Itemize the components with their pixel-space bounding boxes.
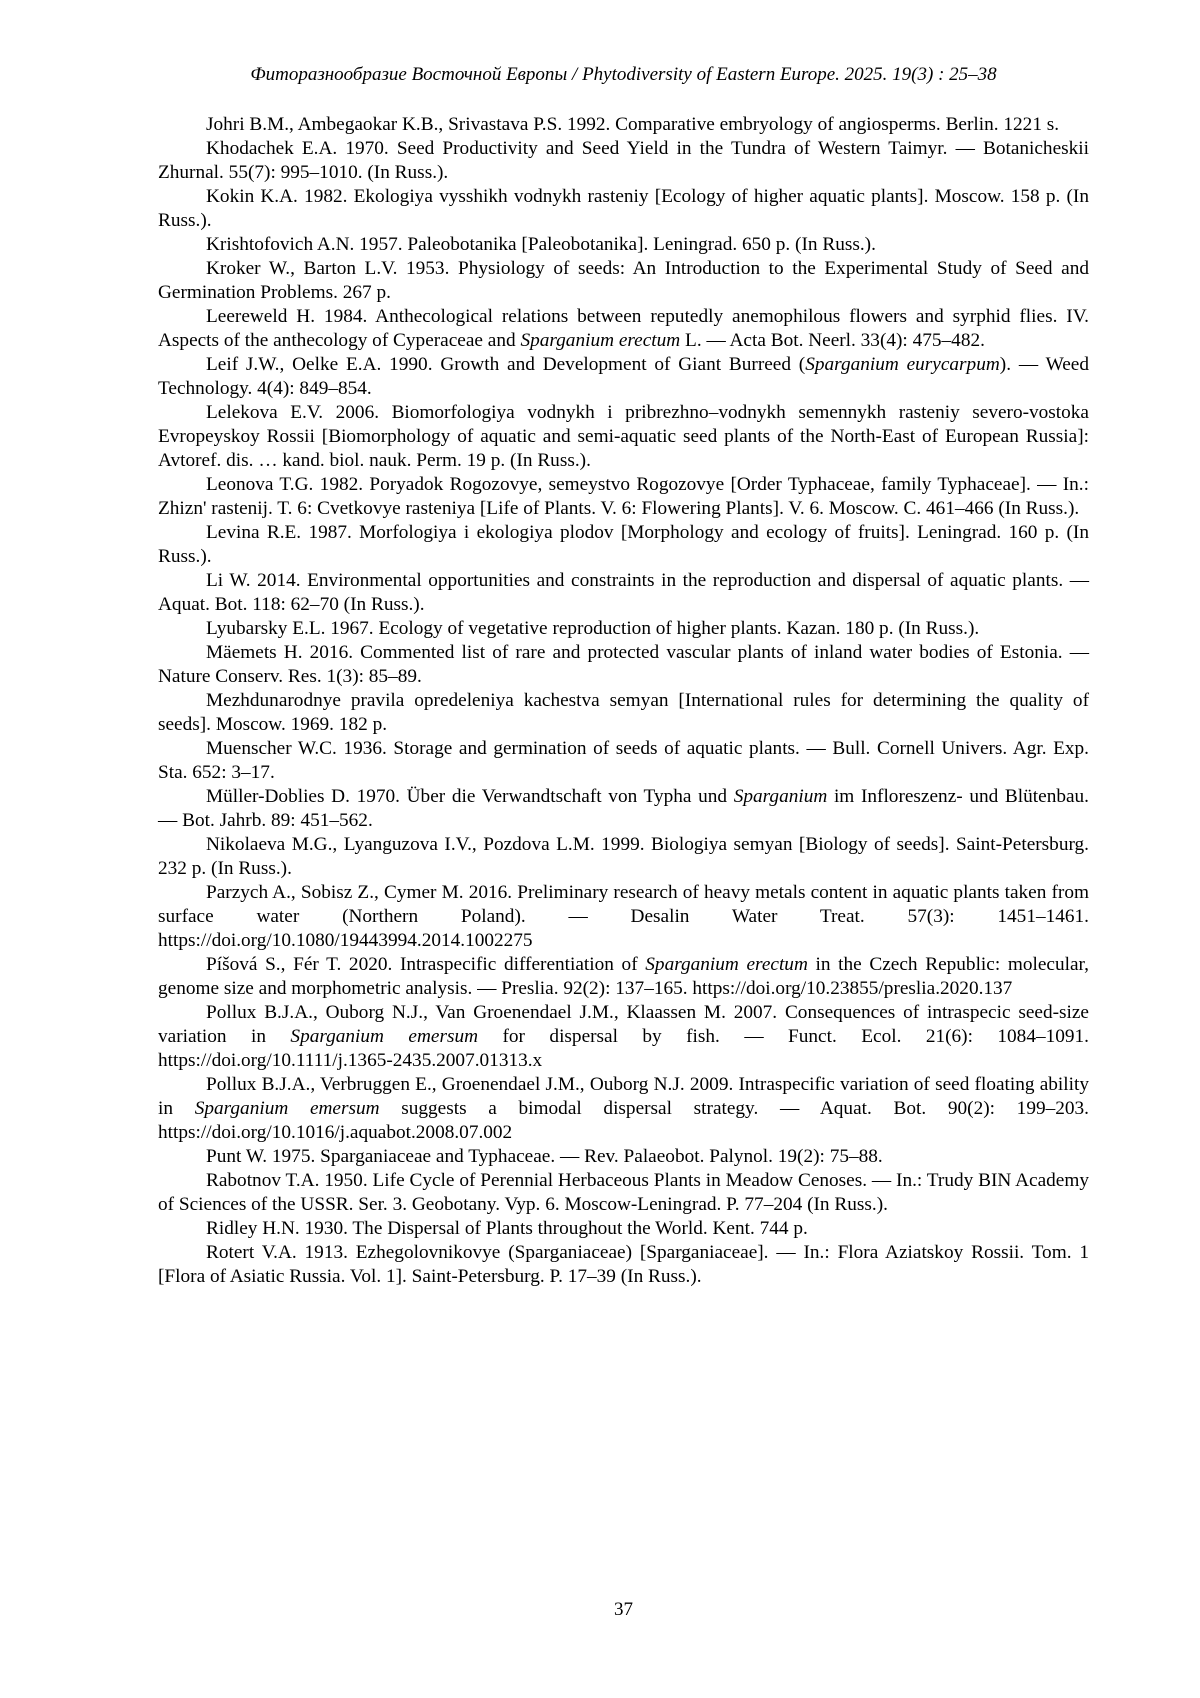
reference-text: Kroker W., Barton L.V. 1953. Physiology of seeds: An Introduction to the Experimental Study of Seed and Germination Problems. 267 p.: [158, 258, 1089, 303]
reference-entry: [158, 233, 1089, 257]
reference-entry: [158, 689, 1089, 737]
taxon-name-italic: Sparganium emersum: [194, 1098, 380, 1119]
reference-entry: [158, 737, 1089, 785]
taxon-name-italic: Sparganium erectum: [520, 330, 681, 351]
reference-text: suggests a bimodal dispersal strategy. — Aquat. Bot. 90(2): 199–203. https://doi.org/10.1016/j.aquabot.2008.07.002: [158, 1098, 1089, 1143]
reference-entry: [158, 137, 1089, 185]
reference-text: im Infloreszenz- und Blütenbau. — Bot. Jahrb. 89: 451–562.: [158, 786, 1089, 831]
reference-text: Khodachek E.A. 1970. Seed Productivity and Seed Yield in the Tundra of Western Taimyr. — Botanicheskii Zhurnal. 55(7): 995–1010. (In Russ.).: [158, 138, 1089, 183]
reference-entry: [158, 1217, 1089, 1241]
reference-text: Punt W. 1975. Sparganiaceae and Typhaceae. — Rev. Palaeobot. Palynol. 19(2): 75–88.: [206, 1146, 883, 1167]
journal-running-head: Фиторазнообразие Восточной Европы / Phytodiversity of Eastern Europe. 2025. 19(3) : 25–38: [250, 64, 997, 85]
reference-text: Leonova T.G. 1982. Poryadok Rogozovye, semeystvo Rogozovye [Order Typhaceae, family Typhaceae]. — In.: Zhizn' rastenij. T. 6: Cvetkovye rasteniya [Life of Plants. V. 6: Flowering Plants]. V. 6. Moscow. C. 461–466 (In Russ.).: [158, 474, 1089, 519]
reference-entry: [158, 185, 1089, 233]
reference-text: Kokin K.A. 1982. Ekologiya vysshikh vodnykh rasteniy [Ecology of higher aquatic plants]. Moscow. 158 p. (In Russ.).: [158, 186, 1089, 231]
reference-text: Mezhdunarodnye pravila opredeleniya kachestva semyan [International rules for determining the quality of seeds]. Moscow. 1969. 182 p.: [158, 690, 1089, 735]
reference-entry: [158, 1001, 1089, 1073]
taxon-name-italic: Sparganium eurycarpum: [805, 354, 1000, 375]
reference-text: Müller-Doblies D. 1970. Über die Verwandtschaft von Typha und: [206, 786, 734, 807]
reference-text: Li W. 2014. Environmental opportunities and constraints in the reproduction and dispersal of aquatic plants. — Aquat. Bot. 118: 62–70 (In Russ.).: [158, 570, 1089, 615]
reference-entry: [158, 785, 1089, 833]
reference-entry: [158, 1145, 1089, 1169]
reference-entry: [158, 353, 1089, 401]
reference-entry: [158, 521, 1089, 569]
reference-text: Mäemets H. 2016. Commented list of rare and protected vascular plants of inland water bodies of Estonia. — Nature Conserv. Res. 1(3): 85–89.: [158, 642, 1089, 687]
reference-entry: [158, 1073, 1089, 1145]
taxon-name-italic: Sparganium erectum: [645, 954, 808, 975]
reference-entry: [158, 569, 1089, 617]
reference-text: Pollux B.J.A., Verbruggen E., Groenendael J.M., Ouborg N.J. 2009. Intraspecific variation of seed floating ability in: [158, 1074, 1089, 1119]
reference-entry: [158, 257, 1089, 305]
reference-entry: [158, 617, 1089, 641]
reference-entry: [158, 641, 1089, 689]
reference-text: Krishtofovich A.N. 1957. Paleobotanika [Paleobotanika]. Leningrad. 650 p. (In Russ.).: [206, 234, 876, 255]
reference-entry: [158, 305, 1089, 353]
reference-text: Lyubarsky E.L. 1967. Ecology of vegetative reproduction of higher plants. Kazan. 180 p. (In Russ.).: [206, 618, 980, 639]
reference-text: Parzych A., Sobisz Z., Cymer M. 2016. Preliminary research of heavy metals content in aquatic plants taken from surface water (Northern Poland). — Desalin Water Treat. 57(3): 1451–1461. https://doi.org/10.1080/19443994.2014.1002275: [158, 882, 1089, 951]
reference-text: Johri B.M., Ambegaokar K.B., Srivastava P.S. 1992. Comparative embryology of angiosperms. Berlin. 1221 s.: [206, 114, 1060, 135]
page-number: 37: [614, 1599, 633, 1620]
taxon-name-italic: Sparganium: [733, 786, 828, 807]
reference-entry: [158, 401, 1089, 473]
reference-entry: [158, 833, 1089, 881]
reference-entry: [158, 113, 1089, 137]
references-list: [158, 113, 1089, 1289]
reference-text: Nikolaeva M.G., Lyanguzova I.V., Pozdova L.M. 1999. Biologiya semyan [Biology of seeds]. Saint-Petersburg. 232 p. (In Russ.).: [158, 834, 1089, 879]
reference-text: Muenscher W.C. 1936. Storage and germination of seeds of aquatic plants. — Bull. Cornell Univers. Agr. Exp. Sta. 652: 3–17.: [158, 738, 1089, 783]
reference-text: Pollux B.J.A., Ouborg N.J., Van Groenendael J.M., Klaassen M. 2007. Consequences of intraspecic seed-size variation in: [158, 1002, 1089, 1047]
reference-text: L. — Acta Bot. Neerl. 33(4): 475–482.: [680, 330, 985, 351]
reference-text: Levina R.E. 1987. Morfologiya i ekologiya plodov [Morphology and ecology of fruits]. Leningrad. 160 p. (In Russ.).: [158, 522, 1089, 567]
reference-entry: [158, 473, 1089, 521]
reference-text: in the Czech Republic: molecular, genome size and morphometric analysis. — Preslia. 92(2): 137–165. https://doi.org/10.23855/preslia.2020.137: [158, 954, 1089, 999]
reference-text: Leif J.W., Oelke E.A. 1990. Growth and Development of Giant Burreed (: [206, 354, 806, 375]
reference-text: Lelekova E.V. 2006. Biomorfologiya vodnykh i pribrezhno–vodnykh semennykh rasteniy severo-vostoka Evropeyskoy Rossii [Biomorphology of aquatic and semi-aquatic seed plants of the North-East of European Russia]: Avtoref. dis. … kand. biol. nauk. Perm. 19 p. (In Russ.).: [158, 402, 1089, 471]
reference-text: Ridley H.N. 1930. The Dispersal of Plants throughout the World. Kent. 744 p.: [206, 1218, 808, 1239]
reference-text: Rabotnov T.A. 1950. Life Cycle of Perennial Herbaceous Plants in Meadow Cenoses. — In.: Trudy BIN Academy of Sciences of the USSR. Ser. 3. Geobotany. Vyp. 6. Moscow-Leningrad. P. 77–204 (In Russ.).: [158, 1170, 1089, 1215]
reference-text: Píšová S., Fér T. 2020. Intraspecific differentiation of: [206, 954, 646, 975]
reference-text: ). — Weed Technology. 4(4): 849–854.: [158, 354, 1089, 399]
reference-entry: [158, 881, 1089, 953]
taxon-name-italic: Sparganium emersum: [290, 1026, 479, 1047]
reference-text: Leereweld H. 1984. Anthecological relations between reputedly anemophilous flowers and syrphid flies. IV. Aspects of the anthecology of Cyperaceae and: [158, 306, 1089, 351]
reference-text: Rotert V.A. 1913. Ezhegolovnikovye (Sparganiaceae) [Sparganiaceae]. — In.: Flora Aziatskoy Rossii. Tom. 1 [Flora of Asiatic Russia. Vol. 1]. Saint-Petersburg. P. 17–39 (In Russ.).: [158, 1242, 1089, 1287]
reference-entry: [158, 1169, 1089, 1217]
reference-entry: [158, 1241, 1089, 1289]
reference-entry: [158, 953, 1089, 1001]
reference-text: for dispersal by fish. — Funct. Ecol. 21(6): 1084–1091. https://doi.org/10.1111/j.1365-2435.2007.01313.x: [158, 1026, 1089, 1071]
